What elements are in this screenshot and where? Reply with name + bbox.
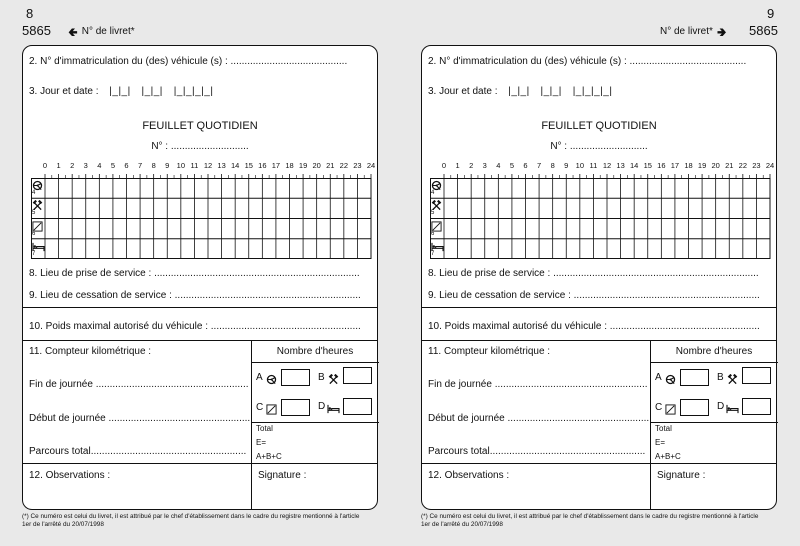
category-c-label: C	[655, 402, 663, 413]
day-end-field[interactable]: Fin de journée .......................................................	[428, 379, 648, 390]
booklet-code-right: 5865	[749, 23, 778, 38]
service-start-field[interactable]: 8. Lieu de prise de service : ..........................................................................	[428, 268, 759, 279]
hour-label: 0	[42, 161, 48, 170]
hour-label: 4	[496, 161, 501, 170]
hour-label: 23	[752, 161, 761, 170]
hour-label: 6	[523, 161, 528, 170]
footnote-line: (*) Ce numéro est celui du livret, il est attribué par le chef d'établissement dans le cadre du registre mentionné à l'article	[421, 513, 759, 520]
category-a-input[interactable]	[281, 369, 310, 386]
hour-label: 18	[285, 161, 294, 170]
total-e-label: E=	[256, 438, 267, 447]
divider	[251, 340, 252, 510]
hour-label: 15	[244, 161, 253, 170]
hour-label: 0	[441, 161, 447, 170]
footnote-line: 1er de l'arrêté du 20/07/1998	[22, 521, 104, 528]
row-number: 6	[431, 230, 435, 237]
hours-scale	[430, 161, 775, 171]
divider	[251, 422, 379, 423]
hour-label: 17	[670, 161, 680, 170]
day-start-field[interactable]: Début de journée ...................................................	[29, 413, 251, 424]
day-start-field[interactable]: Début de journée ...................................................	[428, 413, 650, 424]
hour-label: 16	[657, 161, 666, 170]
category-d-label: D	[717, 401, 725, 412]
row-number: 7	[32, 250, 36, 257]
hour-label: 2	[70, 161, 75, 170]
category-c-input[interactable]	[680, 399, 709, 416]
total-e-label: E=	[655, 438, 666, 447]
category-d-label: D	[318, 401, 326, 412]
category-a-input[interactable]	[680, 369, 709, 386]
hour-label: 20	[312, 161, 321, 170]
row-number: 5	[431, 210, 435, 217]
hour-label: 23	[353, 161, 362, 170]
hour-label: 9	[165, 161, 170, 170]
crossed-hammers-icon	[328, 372, 339, 383]
observations-field[interactable]: 12. Observations :	[428, 470, 510, 481]
hour-label: 16	[258, 161, 267, 170]
divider	[650, 422, 778, 423]
vehicle-registration-field[interactable]: 2. N° d'immatriculation du (des) véhicule (s) : ..........................................	[29, 56, 348, 67]
hour-label: 10	[575, 161, 584, 170]
hours-header: Nombre d'heures	[675, 346, 753, 357]
hour-label: 2	[469, 161, 474, 170]
hour-label: 7	[137, 161, 143, 170]
hour-label: 22	[738, 161, 747, 170]
hour-label: 15	[643, 161, 652, 170]
odometer-label: 11. Compteur kilométrique :	[428, 346, 551, 357]
date-day-boxes: |_|_|	[109, 86, 131, 97]
livret-label: N° de livret*	[81, 26, 135, 37]
hour-label: 10	[176, 161, 185, 170]
hour-label: 6	[124, 161, 129, 170]
crossed-hammers-icon	[727, 372, 738, 383]
hatched-square-icon	[665, 402, 676, 413]
activity-grid[interactable]	[31, 174, 371, 255]
hour-label: 17	[271, 161, 281, 170]
row-number: 5	[32, 210, 36, 217]
row-number: 4	[431, 190, 435, 196]
divider	[422, 307, 776, 308]
divider	[650, 362, 778, 363]
total-distance-field[interactable]: Parcours total........................................................	[428, 446, 646, 457]
category-b-label: B	[717, 372, 724, 383]
hour-label: 12	[602, 161, 612, 170]
max-weight-field[interactable]: 10. Poids maximal autorisé du véhicule : ......................................................	[29, 321, 361, 332]
hour-label: 11	[589, 161, 598, 170]
daily-sheet-card-right	[421, 45, 777, 510]
livret-number-left	[68, 26, 135, 37]
hour-label: 19	[298, 161, 308, 170]
category-b-label: B	[318, 372, 325, 383]
sheet-number-field[interactable]: N° : ............................	[550, 141, 648, 152]
day-end-field[interactable]: Fin de journée .......................................................	[29, 379, 249, 390]
activity-grid-lines	[430, 174, 771, 261]
hour-label: 24	[366, 161, 376, 170]
hour-label: 14	[230, 161, 240, 170]
hour-label: 8	[550, 161, 555, 170]
daily-sheet-card-left	[22, 45, 378, 510]
divider	[23, 340, 377, 341]
hour-label: 4	[97, 161, 102, 170]
divider	[23, 307, 377, 308]
row-number: 7	[431, 250, 435, 257]
footnote-line: (*) Ce numéro est celui du livret, il est attribué par le chef d'établissement dans le cadre du registre mentionné à l'article	[22, 513, 360, 520]
row-number: 6	[32, 230, 36, 237]
hour-label: 5	[509, 161, 514, 170]
hour-label: 1	[455, 161, 460, 170]
hour-label: 13	[616, 161, 625, 170]
total-label: Total	[256, 424, 273, 433]
row-number: 4	[32, 190, 36, 196]
date-month-boxes: |_|_|	[141, 86, 163, 97]
max-weight-field[interactable]: 10. Poids maximal autorisé du véhicule : ......................................................	[428, 321, 760, 332]
category-b-input[interactable]	[343, 367, 372, 384]
service-end-field[interactable]: 9. Lieu de cessation de service : ...................................................................	[29, 290, 361, 301]
livret-number-right	[660, 26, 727, 37]
hour-label: 3	[83, 161, 88, 170]
total-label: Total	[655, 424, 672, 433]
booklet-code-left: 5865	[22, 23, 51, 38]
divider	[23, 463, 377, 464]
arrow-right-icon: 🢂	[716, 24, 727, 39]
total-distance-field[interactable]: Parcours total........................................................	[29, 446, 247, 457]
date-field[interactable]	[29, 86, 213, 97]
hour-label: 12	[203, 161, 213, 170]
activity-grid-lines	[31, 174, 372, 261]
page-number-right: 9	[767, 6, 775, 21]
signature-field[interactable]: Signature :	[657, 470, 706, 481]
service-start-field[interactable]: 8. Lieu de prise de service : ..........................................................................	[29, 268, 360, 279]
page-number-left: 8	[26, 6, 34, 21]
date-year-boxes: |_|_|_|_|	[572, 86, 613, 97]
category-c-label: C	[256, 402, 264, 413]
bed-icon	[726, 401, 737, 412]
hour-label: 5	[110, 161, 115, 170]
hour-label: 8	[151, 161, 156, 170]
footnote-left	[22, 513, 359, 529]
date-day-boxes: |_|_|	[508, 86, 530, 97]
hour-label: 24	[765, 161, 775, 170]
hour-label: 19	[697, 161, 707, 170]
arrow-left-icon: 🢀	[68, 24, 78, 39]
bed-icon	[327, 401, 338, 412]
hour-label: 9	[564, 161, 569, 170]
hatched-square-icon	[266, 402, 277, 413]
hours-scale	[31, 161, 376, 171]
hour-label: 11	[190, 161, 199, 170]
hour-label: 14	[629, 161, 639, 170]
hours-header: Nombre d'heures	[276, 346, 354, 357]
category-d-input[interactable]	[343, 398, 372, 415]
vehicle-registration-field[interactable]: 2. N° d'immatriculation du (des) véhicule (s) : ..........................................	[428, 56, 747, 67]
hour-label: 20	[711, 161, 720, 170]
hour-label: 18	[684, 161, 693, 170]
divider	[251, 362, 379, 363]
sheet-title: FEUILLET QUOTIDIEN	[142, 120, 258, 132]
footnote-line: 1er de l'arrêté du 20/07/1998	[421, 521, 503, 528]
divider	[422, 463, 776, 464]
hour-label: 3	[482, 161, 487, 170]
hour-label: 21	[326, 161, 335, 170]
category-c-input[interactable]	[281, 399, 310, 416]
category-b-input[interactable]	[742, 367, 771, 384]
category-a-label: A	[655, 372, 662, 383]
livret-label: N° de livret*	[660, 26, 713, 37]
hour-label: 7	[536, 161, 542, 170]
observations-field[interactable]: 12. Observations :	[29, 470, 111, 481]
service-end-field[interactable]: 9. Lieu de cessation de service : ...................................................................	[428, 290, 760, 301]
divider	[650, 340, 651, 510]
hour-label: 1	[56, 161, 61, 170]
category-d-input[interactable]	[742, 398, 771, 415]
date-month-boxes: |_|_|	[540, 86, 562, 97]
date-label: 3. Jour et date :	[428, 86, 498, 97]
date-label: 3. Jour et date :	[29, 86, 99, 97]
total-formula: A+B+C	[256, 452, 282, 461]
divider	[422, 340, 776, 341]
date-year-boxes: |_|_|_|_|	[173, 86, 214, 97]
steering-wheel-icon	[266, 372, 277, 383]
sheet-number-field[interactable]: N° : ............................	[151, 141, 249, 152]
activity-grid[interactable]	[430, 174, 770, 255]
hour-label: 13	[217, 161, 226, 170]
total-formula: A+B+C	[655, 452, 681, 461]
date-field[interactable]	[428, 86, 612, 97]
category-a-label: A	[256, 372, 263, 383]
signature-field[interactable]: Signature :	[258, 470, 307, 481]
footnote-right	[421, 513, 758, 529]
hour-label: 21	[725, 161, 734, 170]
hour-label: 22	[339, 161, 348, 170]
sheet-title: FEUILLET QUOTIDIEN	[541, 120, 657, 132]
steering-wheel-icon	[665, 372, 676, 383]
odometer-label: 11. Compteur kilométrique :	[29, 346, 152, 357]
